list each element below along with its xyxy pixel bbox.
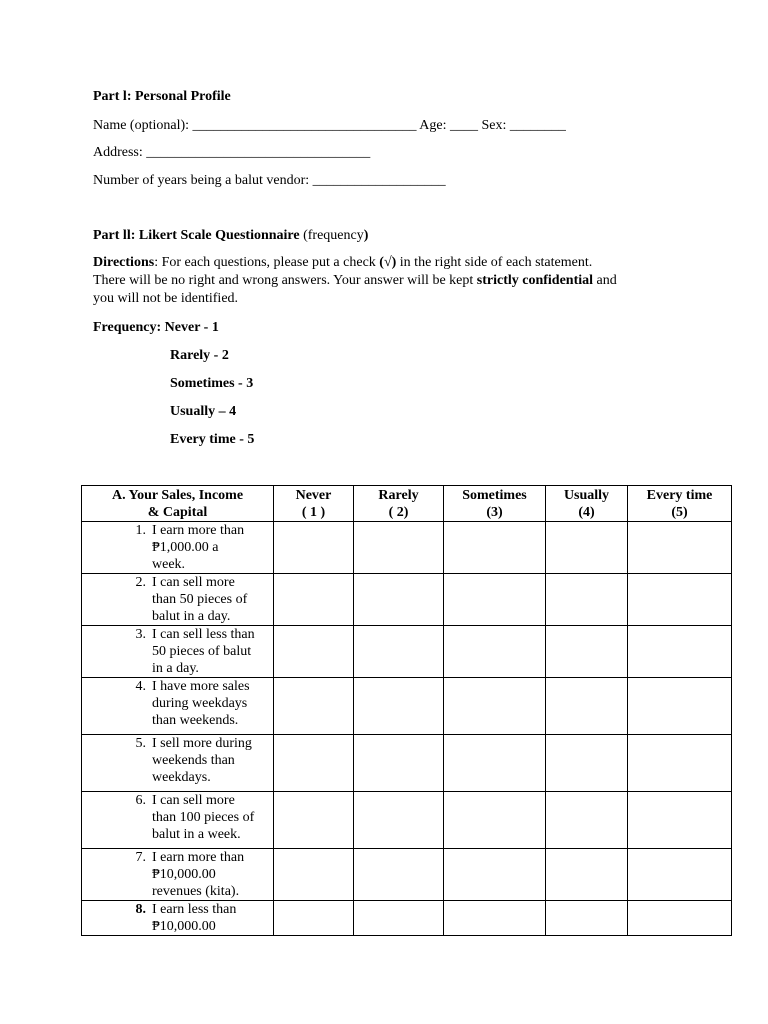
statement-line: I earn less than bbox=[152, 902, 237, 917]
check-cell-rarely[interactable] bbox=[354, 792, 444, 849]
part2-title-close: ) bbox=[363, 228, 369, 243]
table-row bbox=[82, 849, 732, 901]
check-cell-every-time[interactable] bbox=[628, 626, 732, 678]
check-cell-rarely[interactable] bbox=[354, 678, 444, 735]
check-cell-rarely[interactable] bbox=[354, 735, 444, 792]
check-cell-usually[interactable] bbox=[546, 792, 628, 849]
statement-cell bbox=[82, 849, 274, 901]
check-cell-every-time[interactable] bbox=[628, 574, 732, 626]
check-cell-rarely[interactable] bbox=[354, 849, 444, 901]
statement-line: than 50 pieces of bbox=[152, 592, 248, 607]
frequency-sometimes: Sometimes - 3 bbox=[170, 376, 254, 391]
header-sometimes: Sometimes (3) bbox=[444, 486, 546, 522]
check-cell-every-time[interactable] bbox=[628, 522, 732, 574]
part1-title: Part l: Personal Profile bbox=[93, 89, 231, 104]
header-every-time: Every time (5) bbox=[628, 486, 732, 522]
header-category: A. Your Sales, Income & Capital bbox=[82, 486, 274, 522]
check-cell-never[interactable] bbox=[274, 792, 354, 849]
statement-number: 6. bbox=[135, 793, 146, 808]
statement-line: I sell more during bbox=[152, 736, 252, 751]
check-cell-sometimes[interactable] bbox=[444, 678, 546, 735]
check-cell-every-time[interactable] bbox=[628, 792, 732, 849]
check-cell-never[interactable] bbox=[274, 678, 354, 735]
table-row bbox=[82, 901, 732, 936]
table-row bbox=[82, 735, 732, 792]
directions-line-1 bbox=[93, 254, 693, 272]
statement-number: 7. bbox=[135, 850, 146, 865]
table-row bbox=[82, 678, 732, 735]
check-cell-every-time[interactable] bbox=[628, 735, 732, 792]
table-row bbox=[82, 792, 732, 849]
part2-title-bold: Part ll: Likert Scale Questionnaire bbox=[93, 228, 300, 243]
statement-line: revenues (kita). bbox=[152, 884, 240, 899]
statement-line: balut in a week. bbox=[152, 827, 241, 842]
statement-number: 3. bbox=[135, 627, 146, 642]
statement-line: balut in a day. bbox=[152, 609, 231, 624]
directions-line-3: you will not be identified. bbox=[93, 291, 239, 306]
statement-text bbox=[152, 901, 273, 935]
frequency-usually: Usually – 4 bbox=[170, 404, 237, 419]
statement-line: during weekdays bbox=[152, 696, 248, 711]
header-never: Never ( 1 ) bbox=[274, 486, 354, 522]
statement-line: than 100 pieces of bbox=[152, 810, 255, 825]
check-cell-every-time[interactable] bbox=[628, 678, 732, 735]
statement-cell bbox=[82, 574, 274, 626]
check-cell-sometimes[interactable] bbox=[444, 626, 546, 678]
check-cell-sometimes[interactable] bbox=[444, 792, 546, 849]
statement-text bbox=[152, 849, 273, 900]
table-row bbox=[82, 626, 732, 678]
strictly-confidential: strictly confidential bbox=[476, 273, 594, 288]
statement-line: I earn more than bbox=[152, 523, 245, 538]
likert-table bbox=[81, 485, 732, 936]
statement-number: 8. bbox=[135, 902, 146, 917]
check-cell-sometimes[interactable] bbox=[444, 735, 546, 792]
statement-number: 2. bbox=[135, 575, 146, 590]
statement-line: I have more sales bbox=[152, 679, 250, 694]
statement-cell bbox=[82, 792, 274, 849]
header-rarely: Rarely ( 2) bbox=[354, 486, 444, 522]
statement-line: weekdays. bbox=[152, 770, 211, 785]
check-cell-usually[interactable] bbox=[546, 901, 628, 936]
check-cell-usually[interactable] bbox=[546, 522, 628, 574]
statement-line: than weekends. bbox=[152, 713, 239, 728]
check-cell-usually[interactable] bbox=[546, 678, 628, 735]
statement-cell bbox=[82, 626, 274, 678]
statement-line: I earn more than bbox=[152, 850, 245, 865]
statement-line: ₱10,000.00 bbox=[152, 919, 216, 934]
check-cell-usually[interactable] bbox=[546, 626, 628, 678]
statement-line: ₱10,000.00 bbox=[152, 867, 216, 882]
address-line: Address: ________________________________ bbox=[93, 145, 371, 160]
directions-text-1b: in the right side of each statement. bbox=[396, 255, 593, 270]
check-cell-every-time[interactable] bbox=[628, 901, 732, 936]
statement-line: I can sell more bbox=[152, 793, 235, 808]
statement-cell bbox=[82, 678, 274, 735]
statement-text bbox=[152, 678, 273, 729]
statement-line: I can sell less than bbox=[152, 627, 255, 642]
frequency-label: Frequency: Never - 1 bbox=[93, 320, 219, 335]
check-cell-never[interactable] bbox=[274, 574, 354, 626]
directions-line-2 bbox=[93, 272, 693, 290]
check-cell-usually[interactable] bbox=[546, 574, 628, 626]
table-row bbox=[82, 574, 732, 626]
part2-title-frequency: (frequency bbox=[299, 228, 364, 243]
statement-line: ₱1,000.00 a bbox=[152, 540, 219, 555]
statement-line: 50 pieces of balut bbox=[152, 644, 252, 659]
check-cell-rarely[interactable] bbox=[354, 901, 444, 936]
statement-text bbox=[152, 735, 273, 786]
statement-line: weekends than bbox=[152, 753, 235, 768]
statement-number: 5. bbox=[135, 736, 146, 751]
check-mark-symbol: (√) bbox=[379, 255, 397, 270]
check-cell-never[interactable] bbox=[274, 626, 354, 678]
statement-text bbox=[152, 626, 273, 677]
check-cell-never[interactable] bbox=[274, 522, 354, 574]
years-vendor-line: Number of years being a balut vendor: ___________________ bbox=[93, 173, 446, 188]
check-cell-sometimes[interactable] bbox=[444, 901, 546, 936]
directions-text-1a: : For each questions, please put a check bbox=[154, 255, 380, 270]
check-cell-usually[interactable] bbox=[546, 735, 628, 792]
check-cell-rarely[interactable] bbox=[354, 626, 444, 678]
check-cell-never[interactable] bbox=[274, 735, 354, 792]
check-cell-usually[interactable] bbox=[546, 849, 628, 901]
statement-line: I can sell more bbox=[152, 575, 235, 590]
check-cell-sometimes[interactable] bbox=[444, 522, 546, 574]
header-usually: Usually (4) bbox=[546, 486, 628, 522]
statement-text bbox=[152, 792, 273, 843]
check-cell-rarely[interactable] bbox=[354, 574, 444, 626]
part2-title bbox=[93, 227, 368, 244]
table-row bbox=[82, 522, 732, 574]
statement-text bbox=[152, 522, 273, 573]
statement-number: 1. bbox=[135, 523, 146, 538]
name-age-sex-line: Name (optional): ________________________________ Age: ____ Sex: ________ bbox=[93, 118, 566, 133]
directions-text-2b: and bbox=[593, 273, 617, 288]
frequency-every-time: Every time - 5 bbox=[170, 432, 255, 447]
statement-number: 4. bbox=[135, 679, 146, 694]
check-cell-never[interactable] bbox=[274, 901, 354, 936]
check-cell-rarely[interactable] bbox=[354, 522, 444, 574]
statement-cell bbox=[82, 735, 274, 792]
directions-text-2a: There will be no right and wrong answers. Your answer will be kept bbox=[93, 273, 477, 288]
check-cell-never[interactable] bbox=[274, 849, 354, 901]
check-cell-sometimes[interactable] bbox=[444, 849, 546, 901]
directions-paragraph bbox=[93, 254, 693, 308]
check-cell-every-time[interactable] bbox=[628, 849, 732, 901]
statement-cell bbox=[82, 901, 274, 936]
table-header-row bbox=[82, 486, 732, 522]
statement-line: week. bbox=[152, 557, 186, 572]
frequency-rarely: Rarely - 2 bbox=[170, 348, 229, 363]
statement-text bbox=[152, 574, 273, 625]
check-cell-sometimes[interactable] bbox=[444, 574, 546, 626]
directions-label: Directions bbox=[93, 255, 155, 270]
statement-cell bbox=[82, 522, 274, 574]
statement-line: in a day. bbox=[152, 661, 199, 676]
